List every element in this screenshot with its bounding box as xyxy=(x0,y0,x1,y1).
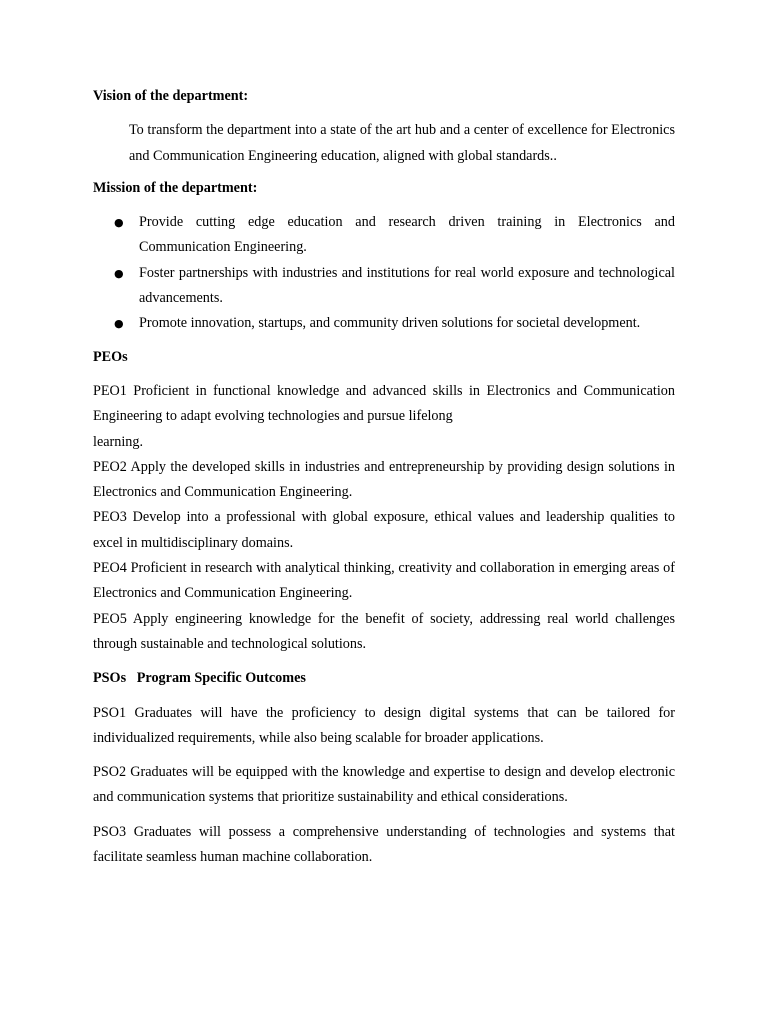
peo-item-continuation: learning. xyxy=(93,433,144,450)
bullet-icon: ● xyxy=(114,266,124,280)
mission-heading: Mission of the department: xyxy=(93,179,258,196)
mission-list xyxy=(93,210,675,336)
mission-item-text: Provide cutting edge education and research driven training in Electronics and Communication Engineering. xyxy=(139,214,675,256)
peos-list xyxy=(93,379,675,657)
mission-item-text: Foster partnerships with industries and institutions for real world exposure and technological advancements. xyxy=(139,264,675,307)
mission-item-text: Promote innovation, startups, and community driven solutions for societal development. xyxy=(139,315,641,332)
document-page xyxy=(93,84,675,870)
peo-item: PEO2 Apply the developed skills in industries and entrepreneurship by providing design solutions in Electronics and Communication Engineering. xyxy=(93,458,675,501)
peo-item xyxy=(93,379,675,455)
peo-item-text: PEO1 Proficient in functional knowledge and advanced skills in Electronics and Communication Engineering to adapt evolving technologies and pursue lifelong xyxy=(93,382,675,425)
pso-item: PSO2 Graduates will be equipped with the knowledge and expertise to design and develop electronic and communication systems that prioritize sustainability and ethical considerations. xyxy=(93,764,675,806)
vision-text: To transform the department into a state of the art hub and a center of excellence for Electronics and Communication Engineering education, aligned with global standards.. xyxy=(129,122,675,164)
pso-item: PSO1 Graduates will have the proficiency to design digital systems that can be tailored for individualized requirements, while also being scalable for broader applications. xyxy=(93,704,675,746)
peos-heading: PEOs xyxy=(93,348,128,365)
pso-item: PSO3 Graduates will possess a comprehensive understanding of technologies and systems that facilitate seamless human machine collaboration. xyxy=(93,823,675,866)
vision-heading: Vision of the department: xyxy=(93,88,249,104)
mission-item xyxy=(93,210,675,261)
peo-item: PEO4 Proficient in research with analytical thinking, creativity and collaboration in emerging areas of Electronics and Communication Engineering. xyxy=(93,560,675,602)
mission-item xyxy=(93,261,675,312)
peo-item: PEO3 Develop into a professional with global exposure, ethical values and leadership qualities to excel in multidisciplinary domains. xyxy=(93,509,675,551)
bullet-icon: ● xyxy=(114,216,124,230)
bullet-icon: ● xyxy=(114,317,124,331)
peo-item: PEO5 Apply engineering knowledge for the benefit of society, addressing real world challenges through sustainable and technological solutions. xyxy=(93,610,675,652)
psos-heading: PSOs Program Specific Outcomes xyxy=(93,670,306,687)
mission-item xyxy=(93,311,675,336)
